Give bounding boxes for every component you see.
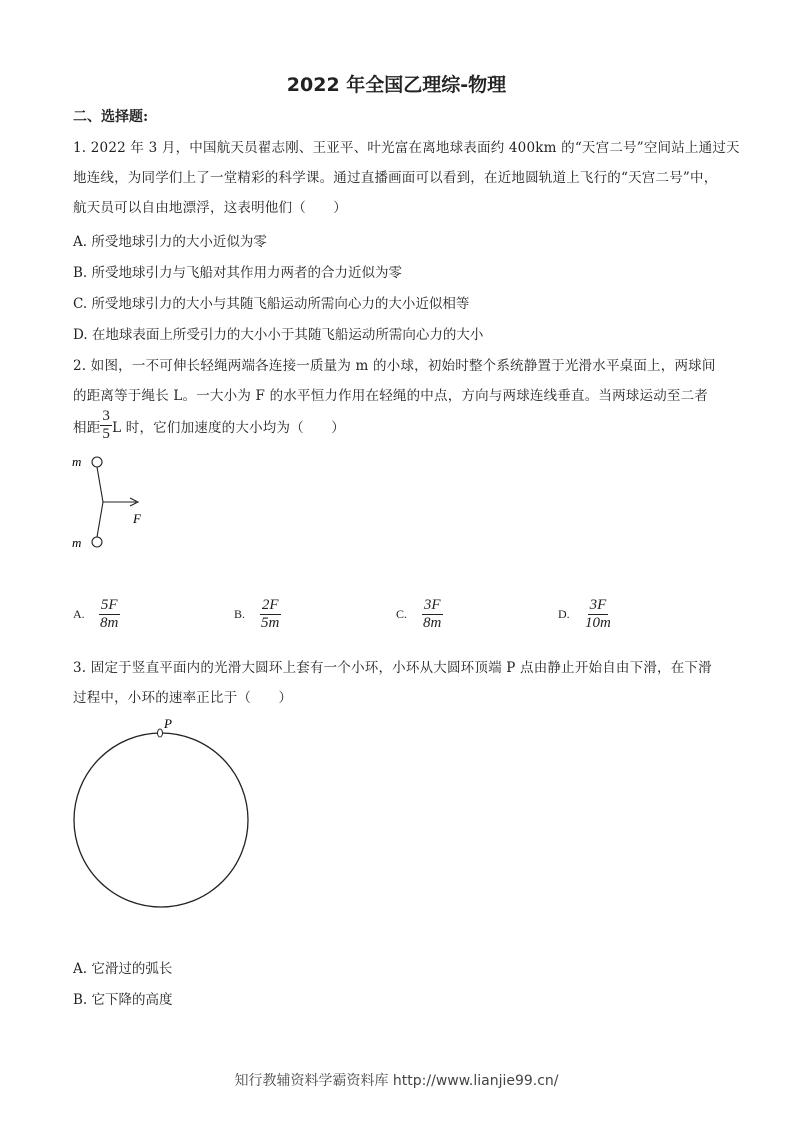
footer-watermark: 知行教辅资料学霸资料库 http://www.lianjie99.cn/ [234,1073,559,1089]
q1-option-d: D. 在地球表面上所受引力的大小小于其随飞船运动所需向心力的大小 [73,327,484,343]
fraction-numerator: 3F [422,597,443,615]
q1-line-1: 1. 2022 年 3 月，中国航天员翟志刚、王亚平、叶光富在离地球表面约 400km 的“天宫二号”空间站上通过天 [73,140,740,156]
fraction-denominator: 8m [100,615,119,632]
q1-option-b: B. 所受地球引力与飞船对其作用力两者的合力近似为零 [73,265,403,281]
label-F: F [133,511,141,526]
q3-figure-ring [68,712,258,912]
q3-line-2: 过程中，小环的速率正比于（ ） [73,690,293,706]
fraction-denominator: 5 [102,426,111,443]
q2-option-b [234,597,281,633]
q1-line-2: 地连线，为同学们上了一堂精彩的科学课。通过直播画面可以看到，在近地圆轨道上飞行的“天宫二号”中， [73,170,718,186]
q2-figure-two-balls [70,450,160,555]
fraction-denominator: 5m [261,615,280,632]
fraction-numerator: 3F [588,597,609,615]
option-fraction [583,597,613,633]
q1-option-c: C. 所受地球引力的大小与其随飞船运动所需向心力的大小近似相等 [73,296,470,312]
q3-option-b: B. 它下降的高度 [73,992,173,1008]
option-label: B. [234,607,246,622]
top-ball [92,457,102,467]
section-heading: 二、选择题: [73,109,149,125]
label-P: P [164,716,172,731]
label-m-bottom: m [72,535,82,550]
small-ring [158,729,163,737]
q2-option-c [396,597,443,633]
q3-option-a: A. 它滑过的弧长 [73,961,173,977]
q2-line-2: 的距离等于绳长 L。一大小为 F 的水平恒力作用在轻绳的中点，方向与两球连线垂直。当两球运动至二者 [73,388,709,404]
option-fraction [421,597,443,633]
label-m-top: m [72,454,82,469]
fraction-numerator: 5F [99,597,120,615]
q2-option-a [73,597,120,633]
q2-line-3-prefix: 相距 [73,419,101,436]
fraction-numerator: 3 [100,408,112,426]
q2-fraction-3-5 [100,408,112,444]
option-label: A. [73,607,85,622]
rope [97,467,103,537]
q2-line-3-suffix: L 时，它们加速度的大小均为（ ） [112,419,345,436]
q2-line-3 [73,408,345,444]
q3-line-1: 3. 固定于竖直平面内的光滑大圆环上套有一个小环，小环从大圆环顶端 P 点由静止开始自由下滑，在下滑 [73,660,712,676]
option-label: D. [558,607,570,622]
large-ring [74,733,248,907]
bottom-ball [92,537,102,547]
option-fraction [98,597,120,633]
q1-line-3: 航天员可以自由地漂浮，这表明他们（ ） [73,200,347,216]
q2-option-d [558,597,613,633]
option-fraction [259,597,281,633]
option-label: C. [396,607,408,622]
fraction-denominator: 10m [585,615,611,632]
fraction-numerator: 2F [260,597,281,615]
fraction-denominator: 8m [423,615,442,632]
q2-line-1: 2. 如图，一不可伸长轻绳两端各连接一质量为 m 的小球，初始时整个系统静置于光滑水平桌面上，两球间 [73,358,716,374]
page-title: 2022 年全国乙理综-物理 [286,74,507,96]
q1-option-a: A. 所受地球引力的大小近似为零 [73,234,267,250]
